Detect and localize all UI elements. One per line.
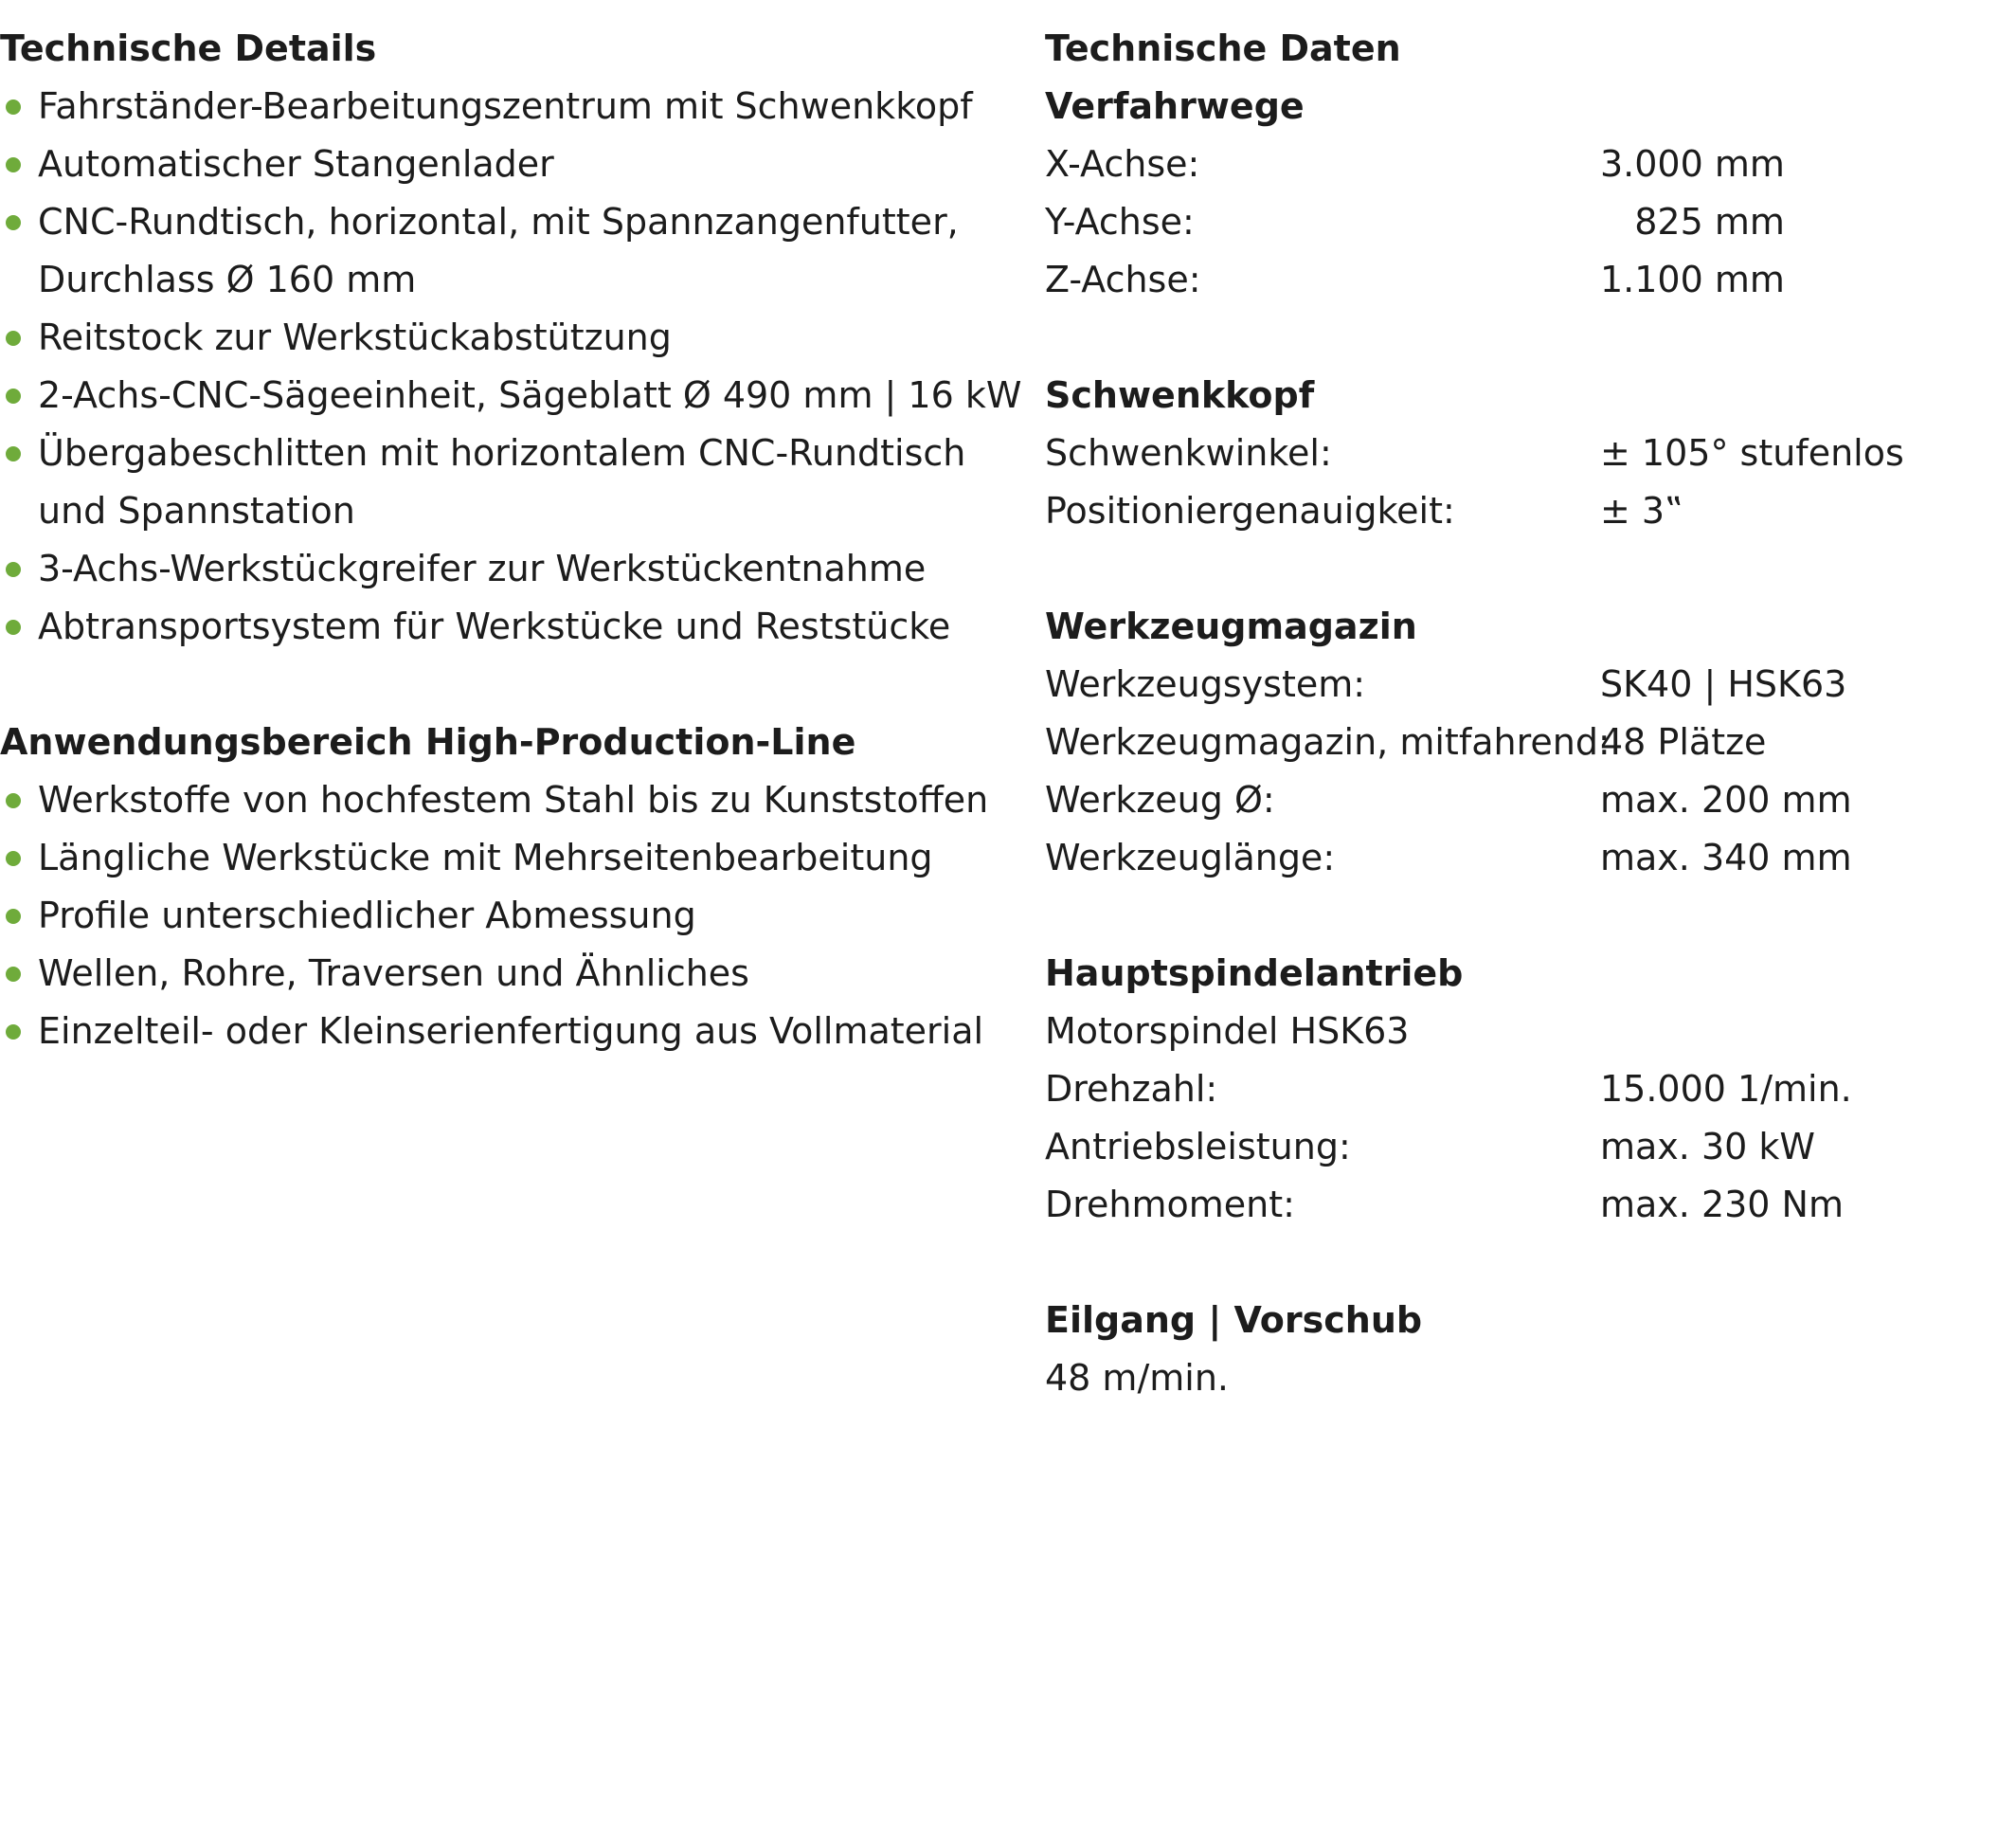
spec-label: Positioniergenauigkeit: — [1045, 490, 1455, 532]
bullet-dot-icon — [6, 793, 21, 808]
spec-label: Werkzeug Ø: — [1045, 779, 1275, 821]
section-spacer — [1045, 1234, 1992, 1292]
list-item — [0, 540, 1023, 598]
bullet-dot-icon — [6, 215, 21, 230]
list-item-text: Übergabeschlitten mit horizontalem CNC-Rundtisch und Spannstation — [38, 432, 966, 532]
spec-value: 3.000 mm — [1600, 143, 1785, 185]
spec-label: Y-Achse: — [1045, 201, 1195, 243]
left-column — [0, 20, 1023, 1060]
section-spacer — [0, 656, 1023, 714]
list-item — [0, 598, 1023, 656]
list-item-text: Fahrständer-Bearbeitungszentrum mit Schwenkkopf — [38, 85, 973, 127]
technical-details-heading: Technische Details — [0, 27, 377, 69]
bullet-dot-icon — [6, 562, 21, 577]
spec-value: SK40 | HSK63 — [1600, 663, 1847, 705]
spec-value: max. 230 Nm — [1600, 1184, 1845, 1225]
spec-label: Schwenkwinkel: — [1045, 432, 1332, 474]
section-spacer — [1045, 887, 1992, 945]
spec-label: Werkzeugmagazin, mitfahrend: — [1045, 721, 1611, 763]
application-area-heading: Anwendungsbereich High-Production-Line — [0, 721, 856, 763]
spec-row — [1045, 425, 1992, 482]
spec-value: max. 30 kW — [1600, 1126, 1815, 1167]
spec-row — [1045, 656, 1992, 714]
list-item — [0, 78, 1023, 136]
spec-row — [1045, 714, 1992, 771]
swivel-head-heading: Schwenkkopf — [1045, 374, 1315, 416]
spec-value: 825 mm — [1600, 201, 1785, 243]
spec-row — [1045, 829, 1992, 887]
list-item — [0, 309, 1023, 367]
list-item-text: Einzelteil- oder Kleinserienfertigung aus Vollmaterial — [38, 1010, 984, 1052]
technical-data-heading: Technische Daten — [1045, 27, 1401, 69]
travel-paths-heading: Verfahrwege — [1045, 85, 1305, 127]
spec-row — [1045, 482, 1992, 540]
list-item — [0, 367, 1023, 425]
spec-row — [1045, 136, 1992, 193]
rapid-feed-heading: Eilgang | Vorschub — [1045, 1299, 1423, 1341]
list-item-text: 3-Achs-Werkstückgreifer zur Werkstückentnahme — [38, 548, 927, 589]
spec-row — [1045, 251, 1992, 309]
spec-row — [1045, 1060, 1992, 1118]
list-item — [0, 1003, 1023, 1060]
spec-value: 1.100 mm — [1600, 259, 1785, 300]
spec-label: Z-Achse: — [1045, 259, 1201, 300]
list-item-text: Wellen, Rohre, Traversen und Ähnliches — [38, 952, 749, 994]
list-item — [0, 136, 1023, 193]
spec-row — [1045, 771, 1992, 829]
spec-value: max. 340 mm — [1600, 837, 1852, 878]
bullet-dot-icon — [6, 851, 21, 866]
bullet-dot-icon — [6, 1024, 21, 1040]
list-item-text: Profile unterschiedlicher Abmessung — [38, 895, 696, 936]
bullet-dot-icon — [6, 99, 21, 115]
list-item-text: Automatischer Stangenlader — [38, 143, 554, 185]
list-item — [0, 829, 1023, 887]
spec-label: Werkzeugsystem: — [1045, 663, 1366, 705]
section-spacer — [1045, 309, 1992, 367]
application-area-list — [0, 771, 1023, 1060]
spec-row — [1045, 193, 1992, 251]
spec-label: Drehzahl: — [1045, 1068, 1218, 1110]
section-spacer — [1045, 540, 1992, 598]
bullet-dot-icon — [6, 157, 21, 172]
technical-details-list — [0, 78, 1023, 656]
spec-label: X-Achse: — [1045, 143, 1200, 185]
list-item-text: Werkstoffe von hochfestem Stahl bis zu Kunststoffen — [38, 779, 989, 821]
bullet-dot-icon — [6, 389, 21, 404]
list-item-text: CNC-Rundtisch, horizontal, mit Spannzangenfutter, Durchlass Ø 160 mm — [38, 201, 959, 300]
rapid-feed-value: 48 m/min. — [1045, 1357, 1229, 1399]
right-column — [1045, 20, 1992, 1407]
spec-value: ± 105° stufenlos — [1600, 432, 1904, 474]
bullet-dot-icon — [6, 909, 21, 924]
list-item — [0, 193, 1023, 309]
list-item — [0, 425, 1023, 540]
spec-label: Drehmoment: — [1045, 1184, 1295, 1225]
list-item-text: 2-Achs-CNC-Sägeeinheit, Sägeblatt Ø 490 mm | 16 kW — [38, 374, 1022, 416]
spec-label: Antriebsleistung: — [1045, 1126, 1351, 1167]
list-item-text: Längliche Werkstücke mit Mehrseitenbearbeitung — [38, 837, 933, 878]
spec-row — [1045, 1118, 1992, 1176]
spec-value: 48 Plätze — [1600, 721, 1767, 763]
list-item — [0, 945, 1023, 1003]
tool-magazine-heading: Werkzeugmagazin — [1045, 606, 1417, 647]
bullet-dot-icon — [6, 446, 21, 461]
spec-value: max. 200 mm — [1600, 779, 1852, 821]
main-spindle-heading: Hauptspindelantrieb — [1045, 952, 1464, 994]
list-item — [0, 771, 1023, 829]
list-item-text: Reitstock zur Werkstückabstützung — [38, 317, 672, 358]
spec-label: Werkzeuglänge: — [1045, 837, 1336, 878]
bullet-dot-icon — [6, 331, 21, 346]
spec-value: ± 3‟ — [1600, 490, 1683, 532]
list-item — [0, 887, 1023, 945]
bullet-dot-icon — [6, 967, 21, 982]
spec-value: 15.000 1/min. — [1600, 1068, 1852, 1110]
list-item-text: Abtransportsystem für Werkstücke und Reststücke — [38, 606, 951, 647]
bullet-dot-icon — [6, 620, 21, 635]
spindle-type: Motorspindel HSK63 — [1045, 1010, 1410, 1052]
spec-row — [1045, 1176, 1992, 1234]
